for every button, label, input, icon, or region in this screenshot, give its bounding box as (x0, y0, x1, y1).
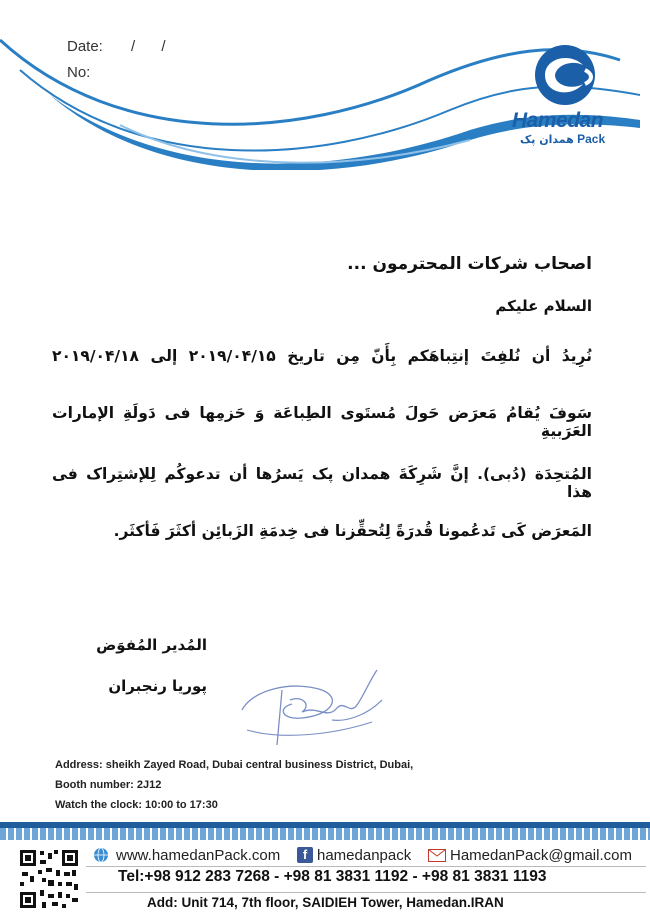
address-block (55, 755, 475, 815)
www-globe-icon (90, 847, 112, 863)
signer-name: پوریا رنجبران (108, 677, 207, 695)
website-contact (90, 845, 280, 865)
date-label: Date: (67, 38, 103, 55)
date-separator: / (131, 38, 136, 55)
logo-name: Hamedan (512, 109, 604, 132)
address-line: Address: sheikh Zayed Road, Dubai central business District, Dubai, (55, 759, 414, 771)
letter-salutation: السلام علیکم (495, 297, 592, 315)
number-field (67, 64, 90, 81)
email-contact (428, 845, 632, 865)
booth-number: Booth number: 2J12 (55, 779, 162, 791)
handwritten-signature (232, 660, 392, 755)
logo-wordmark (512, 109, 632, 133)
number-label: No: (67, 64, 91, 81)
letter-body-line: سَوفَ یُقامُ مَعرَض حَولَ مُستَوی الطِباعَة وَ حَزمِها فی دَولَةِ الإمارات العَرَبیةِ (52, 404, 592, 440)
facebook-text[interactable]: hamedanpack (317, 846, 412, 864)
website-text[interactable]: www.hamedanPack.com (116, 846, 281, 864)
logo-subline (520, 132, 630, 146)
postal-address: Add: Unit 714, 7th floor, SAIDIEH Tower, Hamedan.IRAN (147, 895, 504, 910)
footer-dotted-bar (0, 828, 650, 840)
logo-arabic: همدان پک (520, 133, 574, 146)
date-field (67, 38, 166, 55)
watch-the-clock: Watch the clock: 10:00 to 17:30 (55, 799, 218, 811)
qr-code-icon (18, 848, 80, 910)
letter-body-line: نُرِیدُ أن نُلفِتَ إنتِباهَکم بِأَنّ مِن تاریخ ۲۰۱۹/۰۴/۱۵ إلی ۲۰۱۹/۰۴/۱۸ (52, 347, 592, 365)
signer-title: المُدیر المُفوَض (96, 636, 207, 654)
letter-body-line: المُتحِدَة (دُبی). إنَّ شَرِکَةَ همدان پک یَسرُها أن تدعوکُم لِلإشتِراک فی هذا (52, 465, 592, 501)
email-text[interactable]: HamedanPack@gmail.com (450, 846, 632, 864)
letter-greeting: اصحاب شرکات المحترمون ... (347, 254, 592, 274)
logo-suffix: Pack (577, 132, 606, 146)
telephone-numbers: Tel:+98 912 283 7268 - +98 81 3831 1192 - +98 81 3831 1193 (118, 868, 547, 885)
facebook-icon: f (297, 847, 313, 863)
letter-body-line: المَعرَض کَی تَدعُمونا قُدرَةً لِتُحقِّزنا فی خِدمَةِ الزَبائِن أکثَرَ فَأکثَر. (113, 522, 592, 540)
date-separator: / (161, 38, 166, 55)
footer-separator (86, 866, 646, 867)
mail-icon (428, 849, 446, 862)
footer-separator (86, 892, 646, 893)
facebook-contact (297, 845, 411, 865)
